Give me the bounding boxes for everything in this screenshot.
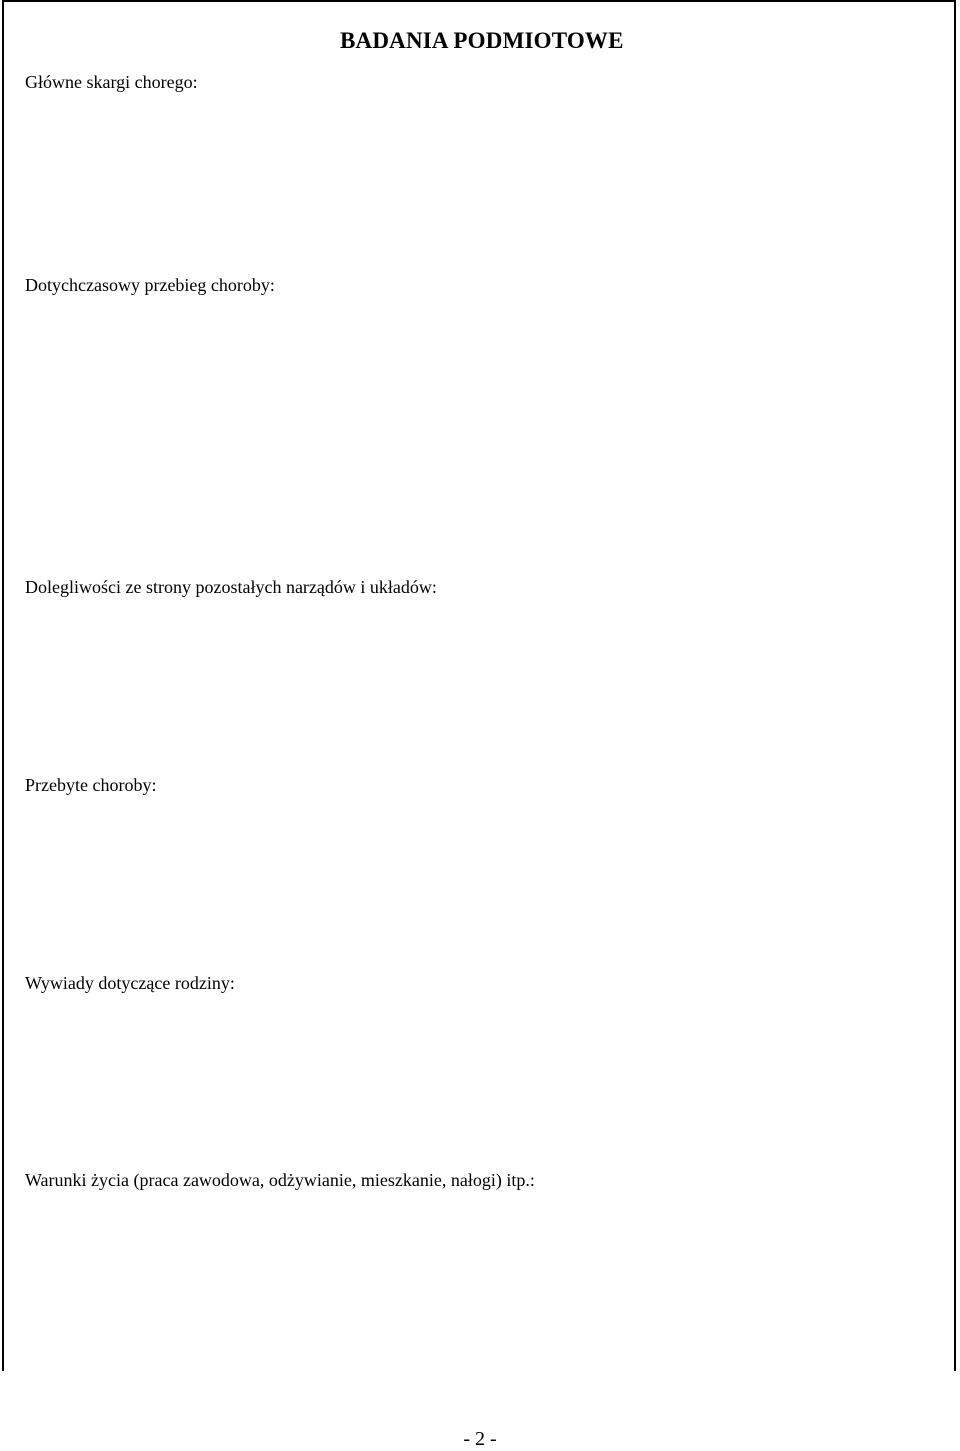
- form-frame: [2, 0, 956, 1371]
- page-number: - 2 -: [463, 1428, 497, 1450]
- form-title: BADANIA PODMIOTOWE: [340, 28, 624, 53]
- section-label-other-organs: Dolegliwości ze strony pozostałych narządów i układów:: [25, 577, 437, 597]
- section-label-past-diseases: Przebyte choroby:: [25, 775, 157, 795]
- section-label-disease-course: Dotychczasowy przebieg choroby:: [25, 275, 275, 295]
- section-label-main-complaints: Główne skargi chorego:: [25, 72, 198, 92]
- section-label-living-conditions: Warunki życia (praca zawodowa, odżywianie, mieszkanie, nałogi) itp.:: [25, 1170, 535, 1190]
- section-label-family-history: Wywiady dotyczące rodziny:: [25, 973, 235, 993]
